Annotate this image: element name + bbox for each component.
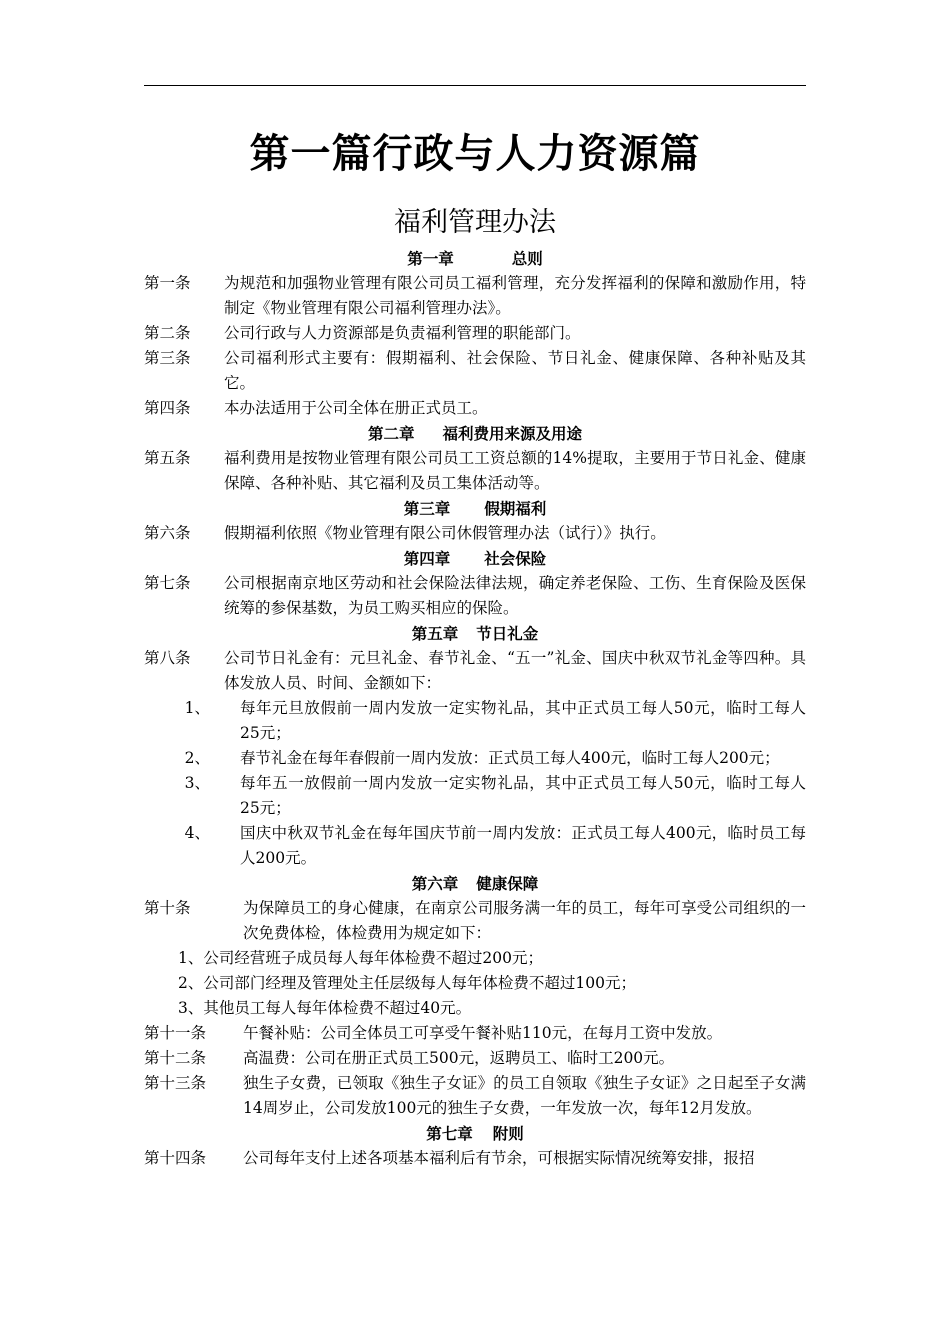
list-item-text: 春节礼金在每年春假前一周内发放：正式员工每人400元，临时工每人200元；: [240, 749, 780, 767]
list-item-number: 2、: [178, 974, 204, 992]
list-item-number: 1、: [184, 699, 210, 717]
article-number: 第七条: [144, 574, 191, 592]
article-text: 为规范和加强物业管理有限公司员工福利管理，充分发挥福利的保障和激励作用，特制定《物业管理有限公司福利管理办法》。: [224, 274, 806, 317]
list-item-text: 其他员工每人每年体检费不超过40元。: [203, 999, 472, 1017]
chapter-title: 节日礼金: [476, 624, 539, 643]
article: [144, 521, 806, 546]
list-item-text: 公司部门经理及管理处主任层级每人每年体检费不超过100元；: [203, 974, 636, 992]
chapter-heading: [144, 1121, 806, 1146]
list-item: [144, 821, 806, 871]
chapter-number: 第二章: [367, 424, 415, 443]
article-number: 第二条: [144, 324, 191, 342]
chapter-number: 第三章: [403, 499, 451, 518]
article-text: 独生子女费，已领取《独生子女证》的员工自领取《独生子女证》之日起至子女满14周岁止，公司发放100元的独生子女费，一年发放一次，每年12月发放。: [243, 1074, 806, 1117]
list-item-text: 每年五一放假前一周内发放一定实物礼品，其中正式员工每人50元，临时工每人25元；: [240, 774, 806, 817]
list-item-number: 3、: [178, 999, 204, 1017]
article: [144, 321, 806, 346]
chapter-heading: [144, 621, 806, 646]
article: [144, 271, 806, 321]
list-item-number: 2、: [184, 749, 210, 767]
chapter-heading: [144, 546, 806, 571]
article-number: 第一条: [144, 274, 191, 292]
chapter-heading: [144, 496, 806, 521]
part-title: 第一篇行政与人力资源篇: [249, 130, 701, 177]
chapter-number: 第五章: [411, 624, 459, 643]
article-number: 第十二条: [144, 1049, 207, 1067]
list-item: [144, 996, 806, 1021]
article-text: 公司行政与人力资源部是负责福利管理的职能部门。: [224, 324, 581, 342]
article-number: 第三条: [144, 349, 191, 367]
chapter-title: 社会保险: [484, 549, 547, 568]
article: [144, 571, 806, 621]
article-number: 第八条: [144, 649, 191, 667]
article-number: 第五条: [144, 449, 191, 467]
article-number: 第十一条: [144, 1024, 207, 1042]
article-number: 第十条: [144, 899, 191, 917]
chapter-heading: [144, 421, 806, 446]
article: [144, 1021, 806, 1046]
list-item-text: 每年元旦放假前一周内发放一定实物礼品，其中正式员工每人50元，临时工每人25元；: [240, 699, 806, 742]
article-text: 假期福利依照《物业管理有限公司休假管理办法（试行）》执行。: [224, 524, 666, 542]
chapter-heading: [144, 246, 806, 271]
article: [144, 1071, 806, 1121]
chapter-title: 福利费用来源及用途: [442, 424, 583, 443]
list-item-number: 4、: [184, 824, 210, 842]
document-title: 福利管理办法: [394, 207, 556, 238]
article-text: 为保障员工的身心健康，在南京公司服务满一年的员工，每年可享受公司组织的一次免费体检，体检费用为规定如下：: [243, 899, 806, 942]
article-text: 高温费：公司在册正式员工500元，返聘员工、临时工200元。: [243, 1049, 675, 1067]
article: [144, 1046, 806, 1071]
article-text: 公司每年支付上述各项基本福利后有节余，可根据实际情况统筹安排，报招: [243, 1149, 755, 1167]
chapter-title: 总则: [511, 249, 543, 268]
chapter-title: 附则: [492, 1124, 524, 1143]
list-item: [144, 946, 806, 971]
article-text: 公司节日礼金有：元旦礼金、春节礼金、“五一”礼金、国庆中秋双节礼金等四种。具体发放人员、时间、金额如下：: [224, 649, 806, 692]
list-item-number: 1、: [178, 949, 204, 967]
article: [144, 396, 806, 421]
article-text: 午餐补贴：公司全体员工可享受午餐补贴110元，在每月工资中发放。: [243, 1024, 723, 1042]
article-number: 第四条: [144, 399, 191, 417]
article-text: 本办法适用于公司全体在册正式员工。: [224, 399, 488, 417]
chapter-number: 第六章: [411, 874, 459, 893]
article-number: 第六条: [144, 524, 191, 542]
chapter-title: 健康保障: [476, 874, 539, 893]
article-text: 公司福利形式主要有：假期福利、社会保险、节日礼金、健康保障、各种补贴及其它。: [224, 349, 806, 392]
list-item: [144, 696, 806, 746]
list-item: [144, 771, 806, 821]
chapter-number: 第一章: [407, 249, 454, 268]
article: [144, 446, 806, 496]
article: [144, 1146, 806, 1171]
list-item: [144, 746, 806, 771]
chapter-number: 第四章: [403, 549, 451, 568]
list-item-text: 公司经营班子成员每人每年体检费不超过200元；: [203, 949, 543, 967]
article: [144, 346, 806, 396]
list-item-text: 国庆中秋双节礼金在每年国庆节前一周内发放：正式员工每人400元，临时员工每人200元。: [240, 824, 806, 867]
list-item: [144, 971, 806, 996]
document-body: [144, 246, 806, 1171]
article: [144, 896, 806, 946]
article-number: 第十四条: [144, 1149, 207, 1167]
chapter-heading: [144, 871, 806, 896]
chapter-number: 第七章: [426, 1124, 473, 1143]
article-text: 福利费用是按物业管理有限公司员工工资总额的14%提取，主要用于节日礼金、健康保障、各种补贴、其它福利及员工集体活动等。: [224, 449, 806, 492]
article: [144, 646, 806, 696]
list-item-number: 3、: [184, 774, 210, 792]
article-text: 公司根据南京地区劳动和社会保险法律法规，确定养老保险、工伤、生育保险及医保统筹的参保基数，为员工购买相应的保险。: [224, 574, 806, 617]
article-number: 第十三条: [144, 1074, 207, 1092]
chapter-title: 假期福利: [484, 499, 547, 518]
header-rule: [144, 85, 806, 86]
